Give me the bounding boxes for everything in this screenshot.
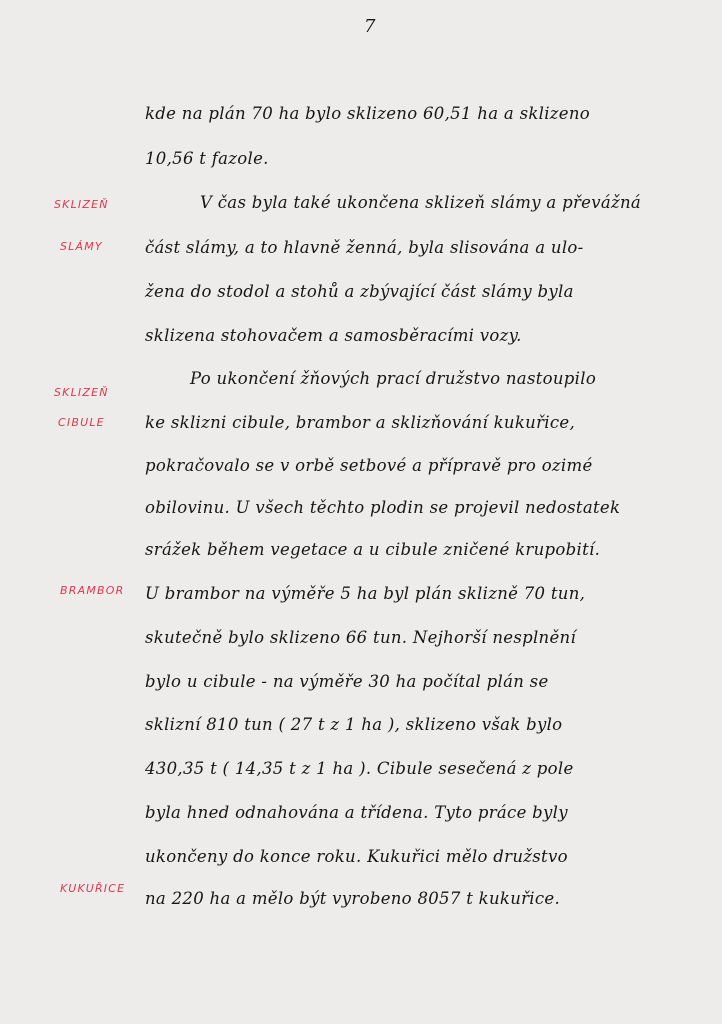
text-line: ke sklizni cibule, brambor a sklizňování kukuřice, (145, 413, 575, 432)
text-line: Po ukončení žňových prací družstvo nastoupilo (190, 369, 597, 388)
text-line: 10,56 t fazole. (145, 149, 269, 168)
margin-note: SKLIZEŇ (54, 198, 109, 211)
text-line: bylo u cibule - na výměře 30 ha počítal plán se (145, 672, 549, 691)
text-line: sklizena stohovačem a samosběracími vozy. (145, 326, 522, 345)
margin-note: SLÁMY (60, 240, 103, 253)
text-line: V čas byla také ukončena sklizeň slámy a převážná (200, 193, 642, 212)
text-line: kde na plán 70 ha bylo sklizeno 60,51 ha a sklizeno (145, 104, 591, 123)
text-line: 430,35 t ( 14,35 t z 1 ha ). Cibule sesečená z pole (145, 759, 574, 778)
text-line: na 220 ha a mělo být vyrobeno 8057 t kukuřice. (145, 889, 561, 908)
text-line: skutečně bylo sklizeno 66 tun. Nejhorší nesplnění (145, 628, 577, 647)
margin-note: KUKUŘICE (60, 882, 126, 895)
text-line: obilovinu. U všech těchto plodin se projevil nedostatek (145, 498, 621, 517)
text-line: sklizní 810 tun ( 27 t z 1 ha ), sklizeno však bylo (145, 715, 563, 734)
margin-note: CIBULE (58, 416, 105, 429)
margin-note: BRAMBOR (60, 584, 125, 597)
text-line: žena do stodol a stohů a zbývající část slámy byla (145, 282, 574, 301)
text-line: ukončeny do konce roku. Kukuřici mělo družstvo (145, 847, 568, 866)
text-line: srážek během vegetace a u cibule zničené krupobití. (145, 540, 601, 559)
margin-note: SKLIZEŇ (54, 386, 109, 399)
text-line: část slámy, a to hlavně ženná, byla slisována a ulo- (145, 238, 584, 257)
text-line: U brambor na výměře 5 ha byl plán sklizně 70 tun, (145, 584, 586, 603)
text-line: pokračovalo se v orbě setbové a přípravě pro ozimé (145, 456, 593, 475)
text-line: byla hned odnahována a třídena. Tyto práce byly (145, 803, 568, 822)
page-number: 7 (364, 16, 376, 37)
